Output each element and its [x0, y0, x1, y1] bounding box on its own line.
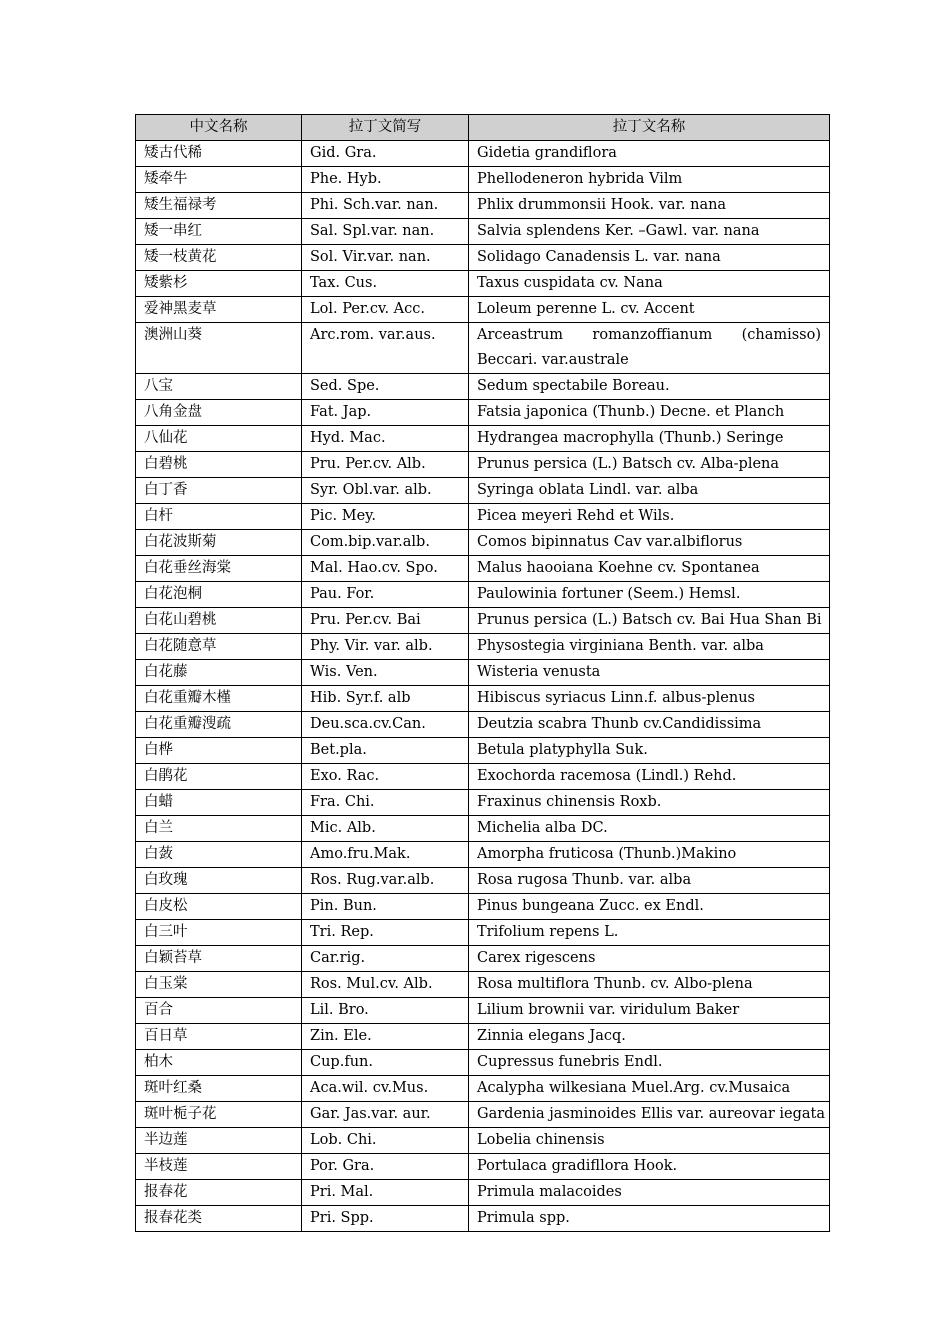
chinese-name-cell: 白丁香 [136, 478, 302, 504]
table-row [136, 998, 830, 1024]
chinese-name-cell: 白蜡 [136, 790, 302, 816]
table-row [136, 1206, 830, 1232]
chinese-name-cell: 白花重瓣溲疏 [136, 712, 302, 738]
chinese-name-cell: 白玉棠 [136, 972, 302, 998]
latin-abbreviation-cell: Com.bip.var.alb. [302, 530, 469, 556]
latin-abbreviation-cell: Phi. Sch.var. nan. [302, 193, 469, 219]
latin-abbreviation-cell: Mal. Hao.cv. Spo. [302, 556, 469, 582]
table-row [136, 582, 830, 608]
latin-abbreviation-cell: Por. Gra. [302, 1154, 469, 1180]
latin-name-cell: Arceastrum romanzoffianum (chamisso) Beccari. var.australe [469, 323, 830, 374]
latin-name-cell: Malus haooiana Koehne cv. Spontanea [469, 556, 830, 582]
latin-name-cell: Gardenia jasminoides Ellis var. aureovar iegata [469, 1102, 830, 1128]
latin-abbreviation-cell: Hib. Syr.f. alb [302, 686, 469, 712]
latin-abbreviation-cell: Mic. Alb. [302, 816, 469, 842]
latin-name-cell: Paulowinia fortuner (Seem.) Hemsl. [469, 582, 830, 608]
latin-name-cell: Taxus cuspidata cv. Nana [469, 271, 830, 297]
table-row [136, 868, 830, 894]
latin-abbreviation-cell: Pic. Mey. [302, 504, 469, 530]
latin-abbreviation-cell: Lil. Bro. [302, 998, 469, 1024]
latin-abbreviation-cell: Fat. Jap. [302, 400, 469, 426]
chinese-name-cell: 白花山碧桃 [136, 608, 302, 634]
table-row [136, 738, 830, 764]
chinese-name-cell: 白碧桃 [136, 452, 302, 478]
latin-abbreviation-cell: Bet.pla. [302, 738, 469, 764]
chinese-name-cell: 柏木 [136, 1050, 302, 1076]
chinese-name-cell: 矮古代稀 [136, 141, 302, 167]
table-row [136, 790, 830, 816]
latin-name-cell: Phlix drummonsii Hook. var. nana [469, 193, 830, 219]
table-body [136, 141, 830, 1232]
chinese-name-cell: 矮一串红 [136, 219, 302, 245]
chinese-name-cell: 白花波斯菊 [136, 530, 302, 556]
table-row [136, 271, 830, 297]
chinese-name-cell: 八仙花 [136, 426, 302, 452]
table-row [136, 245, 830, 271]
chinese-name-cell: 八宝 [136, 374, 302, 400]
latin-abbreviation-cell: Lol. Per.cv. Acc. [302, 297, 469, 323]
latin-name-cell: Pinus bungeana Zucc. ex Endl. [469, 894, 830, 920]
latin-name-cell: Prunus persica (L.) Batsch cv. Alba-plena [469, 452, 830, 478]
table-row [136, 946, 830, 972]
chinese-name-cell: 白花随意草 [136, 634, 302, 660]
chinese-name-cell: 白玫瑰 [136, 868, 302, 894]
header-latin-name: 拉丁文名称 [469, 115, 830, 141]
latin-name-cell: Gidetia grandiflora [469, 141, 830, 167]
plant-name-table [135, 114, 830, 1232]
chinese-name-cell: 百合 [136, 998, 302, 1024]
latin-name-cell: Solidago Canadensis L. var. nana [469, 245, 830, 271]
chinese-name-cell: 爱神黑麦草 [136, 297, 302, 323]
latin-abbreviation-cell: Ros. Rug.var.alb. [302, 868, 469, 894]
table-row [136, 608, 830, 634]
table-row [136, 712, 830, 738]
latin-name-cell: Cupressus funebris Endl. [469, 1050, 830, 1076]
table-row [136, 504, 830, 530]
table-row [136, 686, 830, 712]
latin-abbreviation-cell: Tax. Cus. [302, 271, 469, 297]
chinese-name-cell: 白皮松 [136, 894, 302, 920]
table-row [136, 1180, 830, 1206]
table-row [136, 972, 830, 998]
latin-name-cell: Phellodeneron hybrida Vilm [469, 167, 830, 193]
chinese-name-cell: 白桦 [136, 738, 302, 764]
latin-abbreviation-cell: Pri. Mal. [302, 1180, 469, 1206]
table-row [136, 920, 830, 946]
latin-abbreviation-cell: Wis. Ven. [302, 660, 469, 686]
latin-name-cell: Rosa rugosa Thunb. var. alba [469, 868, 830, 894]
table-row [136, 374, 830, 400]
table-header-row [136, 115, 830, 141]
latin-name-cell: Hydrangea macrophylla (Thunb.) Seringe [469, 426, 830, 452]
latin-abbreviation-cell: Gid. Gra. [302, 141, 469, 167]
table-row [136, 556, 830, 582]
table-row [136, 1102, 830, 1128]
table-row [136, 842, 830, 868]
latin-abbreviation-cell: Tri. Rep. [302, 920, 469, 946]
chinese-name-cell: 报春花类 [136, 1206, 302, 1232]
table-row [136, 634, 830, 660]
chinese-name-cell: 白花重瓣木槿 [136, 686, 302, 712]
latin-name-cell: Salvia splendens Ker. –Gawl. var. nana [469, 219, 830, 245]
latin-name-cell: Betula platyphylla Suk. [469, 738, 830, 764]
chinese-name-cell: 矮紫杉 [136, 271, 302, 297]
latin-name-cell: Wisteria venusta [469, 660, 830, 686]
latin-name-cell: Deutzia scabra Thunb cv.Candidissima [469, 712, 830, 738]
chinese-name-cell: 百日草 [136, 1024, 302, 1050]
table-row [136, 530, 830, 556]
chinese-name-cell: 白花藤 [136, 660, 302, 686]
chinese-name-cell: 斑叶栀子花 [136, 1102, 302, 1128]
latin-abbreviation-cell: Pau. For. [302, 582, 469, 608]
chinese-name-cell: 矮牵牛 [136, 167, 302, 193]
latin-abbreviation-cell: Sal. Spl.var. nan. [302, 219, 469, 245]
latin-abbreviation-cell: Pri. Spp. [302, 1206, 469, 1232]
latin-name-cell: Zinnia elegans Jacq. [469, 1024, 830, 1050]
latin-name-cell: Lilium brownii var. viridulum Baker [469, 998, 830, 1024]
table-row [136, 452, 830, 478]
chinese-name-cell: 矮生福禄考 [136, 193, 302, 219]
header-latin-abbreviation: 拉丁文简写 [302, 115, 469, 141]
latin-abbreviation-cell: Fra. Chi. [302, 790, 469, 816]
table-row [136, 894, 830, 920]
table-row [136, 764, 830, 790]
chinese-name-cell: 半枝莲 [136, 1154, 302, 1180]
table-row [136, 426, 830, 452]
latin-abbreviation-cell: Syr. Obl.var. alb. [302, 478, 469, 504]
latin-name-cell: Loleum perenne L. cv. Accent [469, 297, 830, 323]
table-row [136, 141, 830, 167]
chinese-name-cell: 白颖苔草 [136, 946, 302, 972]
latin-abbreviation-cell: Hyd. Mac. [302, 426, 469, 452]
latin-abbreviation-cell: Lob. Chi. [302, 1128, 469, 1154]
latin-abbreviation-cell: Gar. Jas.var. aur. [302, 1102, 469, 1128]
chinese-name-cell: 白杆 [136, 504, 302, 530]
latin-name-cell: Sedum spectabile Boreau. [469, 374, 830, 400]
latin-name-cell: Lobelia chinensis [469, 1128, 830, 1154]
latin-name-cell: Hibiscus syriacus Linn.f. albus-plenus [469, 686, 830, 712]
table-row [136, 167, 830, 193]
chinese-name-cell: 澳洲山葵 [136, 323, 302, 374]
chinese-name-cell: 半边莲 [136, 1128, 302, 1154]
chinese-name-cell: 矮一枝黄花 [136, 245, 302, 271]
chinese-name-cell: 白花泡桐 [136, 582, 302, 608]
latin-name-cell: Carex rigescens [469, 946, 830, 972]
latin-abbreviation-cell: Pru. Per.cv. Alb. [302, 452, 469, 478]
chinese-name-cell: 白兰 [136, 816, 302, 842]
chinese-name-cell: 白花垂丝海棠 [136, 556, 302, 582]
latin-abbreviation-cell: Amo.fru.Mak. [302, 842, 469, 868]
latin-abbreviation-cell: Deu.sca.cv.Can. [302, 712, 469, 738]
chinese-name-cell: 斑叶红桑 [136, 1076, 302, 1102]
latin-name-cell: Prunus persica (L.) Batsch cv. Bai Hua Shan Bi [469, 608, 830, 634]
latin-name-cell: Primula malacoides [469, 1180, 830, 1206]
latin-name-cell: Syringa oblata Lindl. var. alba [469, 478, 830, 504]
latin-name-cell: Acalypha wilkesiana Muel.Arg. cv.Musaica [469, 1076, 830, 1102]
table-row [136, 660, 830, 686]
chinese-name-cell: 白三叶 [136, 920, 302, 946]
table-row [136, 1154, 830, 1180]
latin-abbreviation-cell: Pin. Bun. [302, 894, 469, 920]
latin-abbreviation-cell: Ros. Mul.cv. Alb. [302, 972, 469, 998]
latin-name-cell: Rosa multiflora Thunb. cv. Albo-plena [469, 972, 830, 998]
latin-abbreviation-cell: Car.rig. [302, 946, 469, 972]
latin-abbreviation-cell: Phe. Hyb. [302, 167, 469, 193]
latin-name-cell: Physostegia virginiana Benth. var. alba [469, 634, 830, 660]
latin-abbreviation-cell: Pru. Per.cv. Bai [302, 608, 469, 634]
latin-name-cell: Comos bipinnatus Cav var.albiflorus [469, 530, 830, 556]
header-chinese-name: 中文名称 [136, 115, 302, 141]
latin-abbreviation-cell: Sed. Spe. [302, 374, 469, 400]
chinese-name-cell: 白蔹 [136, 842, 302, 868]
table-row [136, 1128, 830, 1154]
latin-name-cell: Primula spp. [469, 1206, 830, 1232]
latin-name-cell: Picea meyeri Rehd et Wils. [469, 504, 830, 530]
latin-name-cell: Fatsia japonica (Thunb.) Decne. et Planch [469, 400, 830, 426]
latin-abbreviation-cell: Aca.wil. cv.Mus. [302, 1076, 469, 1102]
latin-name-cell: Michelia alba DC. [469, 816, 830, 842]
table-row [136, 400, 830, 426]
latin-name-cell: Trifolium repens L. [469, 920, 830, 946]
table-row [136, 478, 830, 504]
latin-name-cell: Exochorda racemosa (Lindl.) Rehd. [469, 764, 830, 790]
table-row [136, 297, 830, 323]
table-row [136, 1050, 830, 1076]
table-row [136, 1076, 830, 1102]
latin-abbreviation-cell: Zin. Ele. [302, 1024, 469, 1050]
latin-abbreviation-cell: Sol. Vir.var. nan. [302, 245, 469, 271]
table-row [136, 193, 830, 219]
table-row [136, 1024, 830, 1050]
latin-abbreviation-cell: Exo. Rac. [302, 764, 469, 790]
chinese-name-cell: 白鹃花 [136, 764, 302, 790]
latin-abbreviation-cell: Phy. Vir. var. alb. [302, 634, 469, 660]
table-row [136, 219, 830, 245]
table-row [136, 816, 830, 842]
chinese-name-cell: 八角金盘 [136, 400, 302, 426]
latin-name-cell: Fraxinus chinensis Roxb. [469, 790, 830, 816]
chinese-name-cell: 报春花 [136, 1180, 302, 1206]
latin-abbreviation-cell: Arc.rom. var.aus. [302, 323, 469, 374]
latin-name-cell: Portulaca gradifllora Hook. [469, 1154, 830, 1180]
table-row [136, 323, 830, 374]
latin-abbreviation-cell: Cup.fun. [302, 1050, 469, 1076]
latin-name-cell: Amorpha fruticosa (Thunb.)Makino [469, 842, 830, 868]
